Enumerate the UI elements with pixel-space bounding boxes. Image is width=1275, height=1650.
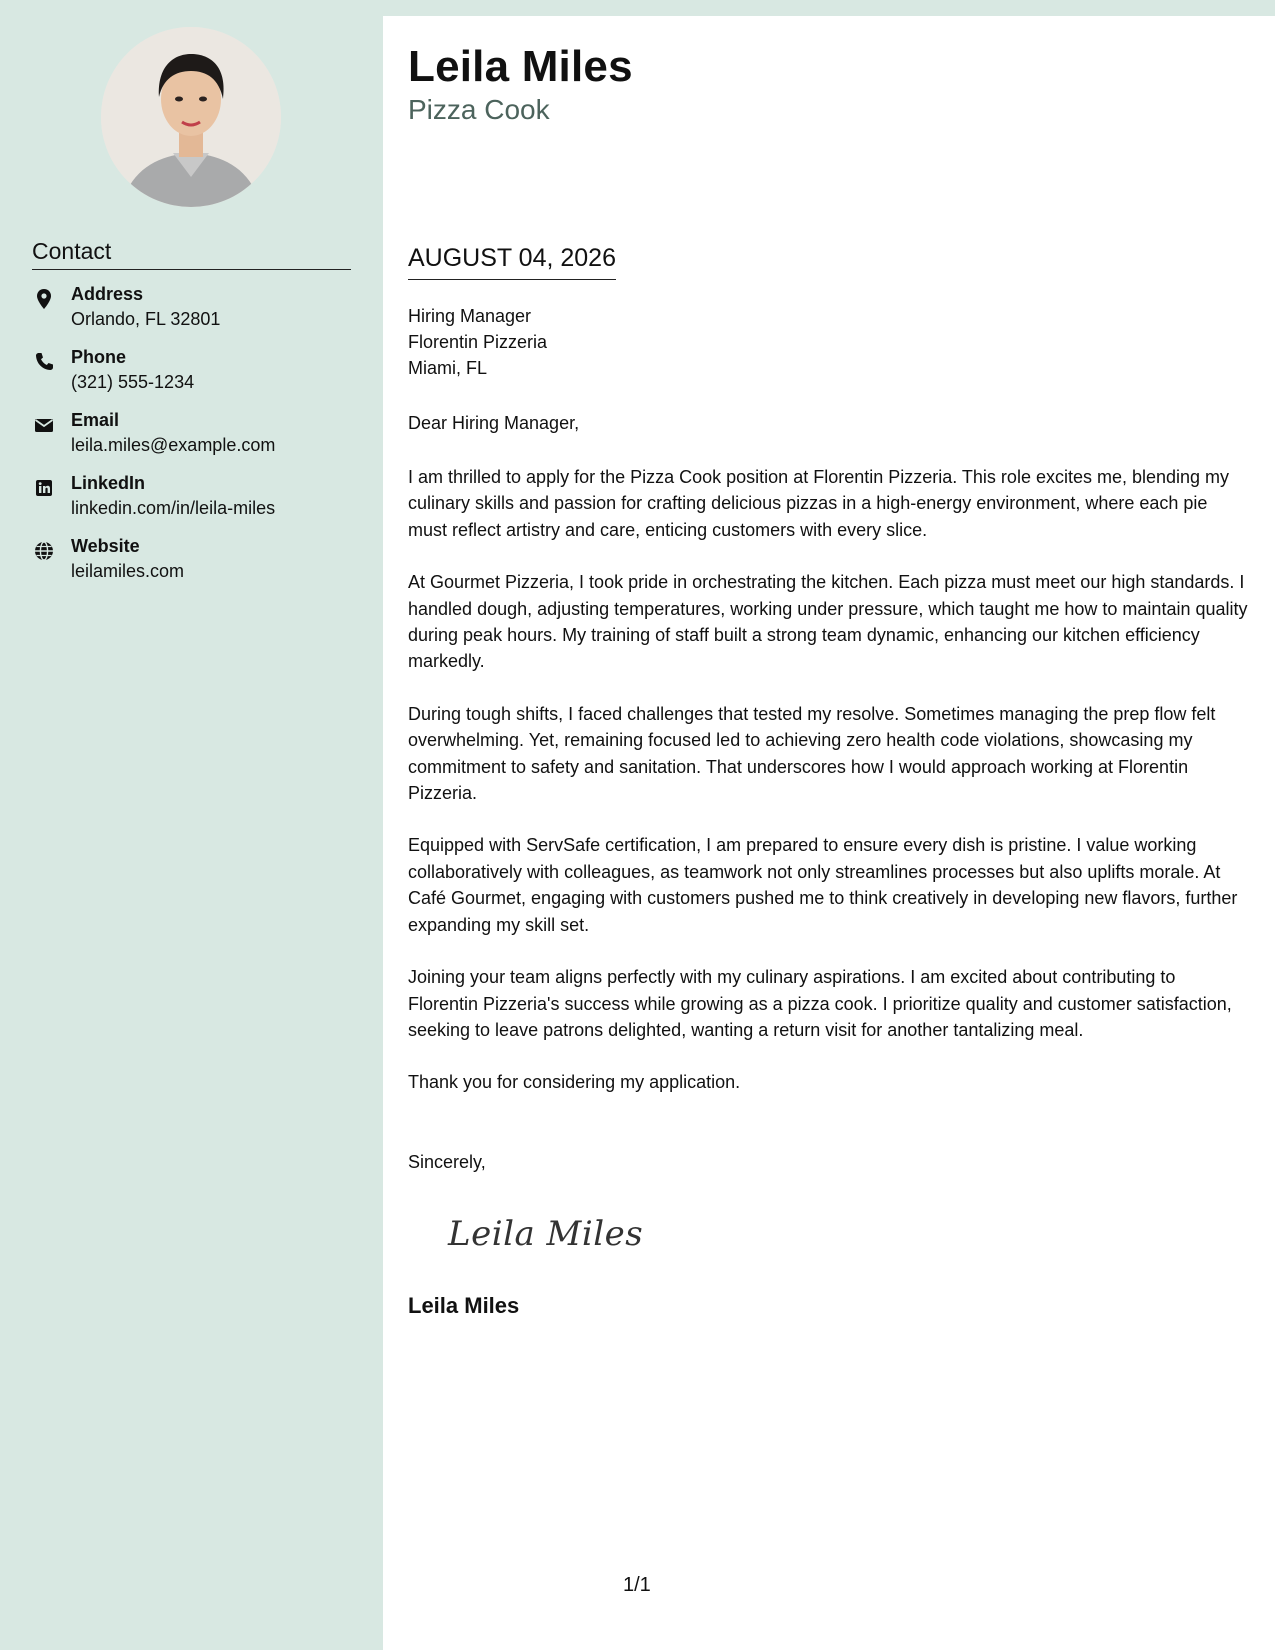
body-paragraph: I am thrilled to apply for the Pizza Cook position at Florentin Pizzeria. This role excites me, blending my culinary skills and passion for crafting delicious pizzas in a high-energy environment, where each pie must reflect artistry and care, enticing customers with every slice. (408, 467, 1230, 540)
contact-list (32, 284, 362, 599)
salutation: Dear Hiring Manager, (408, 413, 580, 433)
location-pin-icon (32, 287, 56, 311)
letter-page (383, 16, 1275, 1650)
body-paragraph: Equipped with ServSafe certification, I am prepared to ensure every dish is pristine. I value working collaboratively with colleagues, as teamwork not only streamlines processes but also uplifts morale. At Café Gourmet, engaging with customers pushed me to think creatively in developing new flavors, further expanding my skill set. (408, 835, 1238, 935)
sidebar (0, 0, 383, 1650)
envelope-icon (32, 413, 56, 437)
applicant-name: Leila Miles (408, 42, 633, 91)
body-paragraph: Joining your team aligns perfectly with my culinary aspirations. I am excited about contributing to Florentin Pizzeria's success while growing as a pizza cook. I prioritize quality and customer satisfaction, seeking to leave patrons delighted, wanting a return visit for another tantalizing meal. (408, 967, 1232, 1040)
profile-photo (101, 27, 281, 207)
body-paragraph: During tough shifts, I faced challenges that tested my resolve. Sometimes managing the prep flow felt overwhelming. Yet, remaining focused led to achieving zero health code violations, showcasing my commitment to safety and sanitation. That underscores how I would approach working at Florentin Pizzeria. (408, 703, 1216, 804)
recipient-line: Hiring Manager (408, 306, 532, 326)
contact-label: Address (71, 284, 144, 304)
contact-label: Phone (71, 347, 127, 367)
recipient-block (408, 303, 547, 381)
contact-value: Orlando, FL 32801 (71, 309, 221, 329)
page-number: 1/1 (623, 1574, 651, 1596)
contact-email (32, 410, 362, 473)
signer-name: Leila Miles (408, 1293, 520, 1318)
contact-value: (321) 555-1234 (71, 372, 195, 392)
recipient-line: Florentin Pizzeria (408, 332, 548, 352)
contact-label: Website (71, 536, 140, 556)
globe-icon (32, 539, 56, 563)
contact-label: LinkedIn (71, 473, 146, 493)
website-link[interactable]: leilamiles.com (71, 561, 185, 581)
email-link[interactable]: leila.miles@example.com (71, 435, 276, 455)
contact-label: Email (71, 410, 120, 430)
contact-website (32, 536, 362, 599)
contact-phone (32, 347, 362, 410)
contact-linkedin (32, 473, 362, 536)
linkedin-link[interactable]: linkedin.com/in/leila-miles (71, 498, 276, 518)
letter-date: AUGUST 04, 2026 (408, 244, 616, 280)
handwritten-signature: Leila Miles (448, 1214, 644, 1254)
contact-address (32, 284, 362, 347)
applicant-title: Pizza Cook (408, 94, 550, 125)
letter-body (408, 464, 1248, 1122)
closing: Sincerely, (408, 1152, 486, 1172)
linkedin-icon (32, 476, 56, 500)
contact-heading: Contact (32, 238, 351, 270)
recipient-line: Miami, FL (408, 358, 488, 378)
phone-icon (32, 350, 56, 374)
body-paragraph: Thank you for considering my application. (408, 1072, 741, 1093)
body-paragraph: At Gourmet Pizzeria, I took pride in orchestrating the kitchen. Each pizza must meet our high standards. I handled dough, adjusting temperatures, working under pressure, which taught me how to maintain quality during peak hours. My training of staff built a strong team dynamic, enhancing our kitchen efficiency markedly. (408, 572, 1248, 672)
